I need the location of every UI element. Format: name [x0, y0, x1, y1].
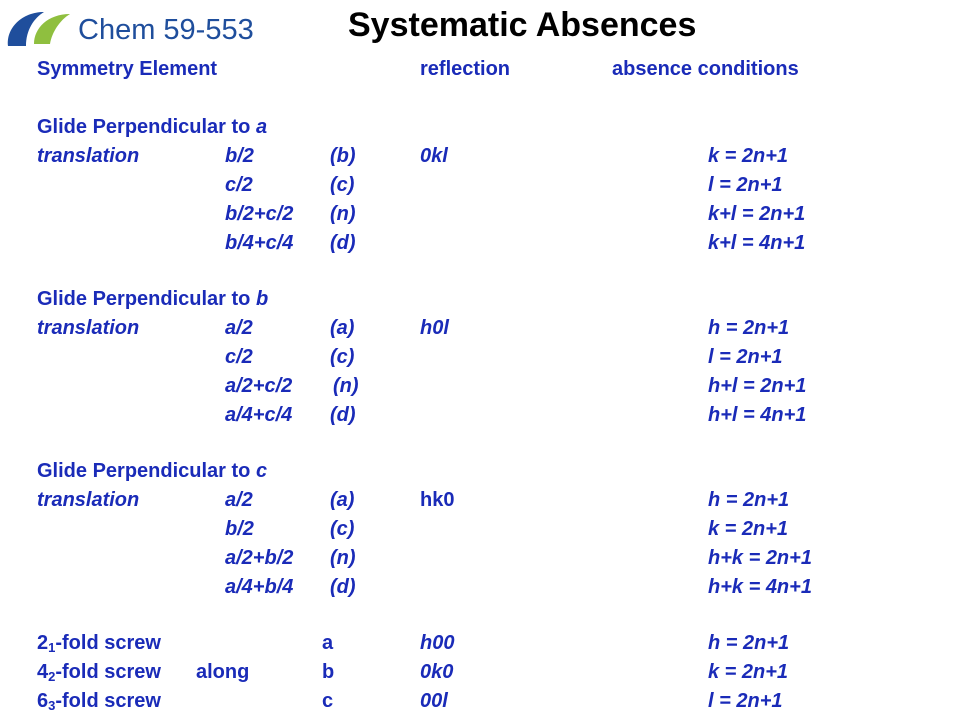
header-row	[0, 56, 960, 82]
screw-label	[37, 688, 161, 714]
screw-axis: b	[322, 661, 335, 683]
glide-type: (d)	[330, 232, 356, 254]
reflection-value: 0k0	[420, 661, 454, 683]
screw-text: -fold screw	[55, 690, 161, 712]
screw-label	[37, 630, 161, 656]
table-row	[0, 516, 960, 542]
absence-condition: k = 2n+1	[708, 145, 789, 167]
section-heading	[37, 286, 268, 312]
screw-axis: c	[322, 690, 334, 712]
heading-axis: b	[255, 288, 269, 310]
glide-type: (a)	[330, 489, 355, 511]
section-heading	[37, 114, 267, 140]
screw-row	[0, 630, 960, 656]
screw-text: -fold screw	[55, 632, 161, 654]
table-row	[0, 143, 960, 169]
translation-value: b/2+c/2	[225, 203, 294, 225]
reflection-value: hk0	[420, 489, 455, 511]
absence-condition: k = 2n+1	[708, 661, 789, 683]
translation-value: a/4+b/4	[225, 576, 294, 598]
translation-value: a/2	[225, 489, 253, 511]
screw-row	[0, 688, 960, 714]
col-header-symmetry-element: Symmetry Element	[37, 58, 218, 80]
translation-value: b/2	[225, 518, 254, 540]
translation-value: c/2	[225, 174, 253, 196]
table-row	[0, 402, 960, 428]
table-row	[0, 373, 960, 399]
screw-subscript: 1	[48, 640, 56, 655]
glide-type: (c)	[330, 518, 355, 540]
translation-value: a/2+c/2	[225, 375, 293, 397]
section-heading-a	[0, 114, 960, 140]
section-heading-c	[0, 458, 960, 484]
heading-axis: a	[255, 116, 268, 138]
table-row	[0, 487, 960, 513]
table-row	[0, 344, 960, 370]
table-row	[0, 172, 960, 198]
reflection-value: h0l	[420, 317, 449, 339]
glide-type: (d)	[330, 576, 356, 598]
absence-condition: l = 2n+1	[708, 174, 783, 196]
heading-prefix: Glide Perpendicular to	[37, 116, 256, 138]
table-row	[0, 545, 960, 571]
translation-value: a/2	[225, 317, 253, 339]
absence-condition: k+l = 4n+1	[708, 232, 806, 254]
screw-text: -fold screw	[55, 661, 161, 683]
translation-value: a/4+c/4	[225, 404, 293, 426]
translation-label: translation	[37, 317, 140, 339]
absence-condition: h+k = 4n+1	[708, 576, 812, 598]
absence-condition: k = 2n+1	[708, 518, 789, 540]
screw-order: 4	[37, 661, 49, 683]
reflection-value: 00l	[420, 690, 448, 712]
screw-order: 2	[37, 632, 49, 654]
absence-condition: h = 2n+1	[708, 317, 790, 339]
table-row	[0, 201, 960, 227]
course-label: Chem 59-553	[78, 14, 254, 46]
glide-type: (n)	[330, 547, 356, 569]
heading-prefix: Glide Perpendicular to	[37, 288, 256, 310]
absence-condition: h+l = 2n+1	[708, 375, 807, 397]
glide-type: (d)	[330, 404, 356, 426]
screw-label	[37, 659, 161, 685]
absence-condition: h+k = 2n+1	[708, 547, 812, 569]
screw-axis: a	[322, 632, 334, 654]
glide-type: (a)	[330, 317, 355, 339]
reflection-value: h00	[420, 632, 455, 654]
translation-value: c/2	[225, 346, 253, 368]
heading-prefix: Glide Perpendicular to	[37, 460, 256, 482]
table-row	[0, 315, 960, 341]
translation-label: translation	[37, 489, 140, 511]
page-title: Systematic Absences	[348, 6, 697, 44]
translation-value: b/4+c/4	[225, 232, 294, 254]
col-header-reflection: reflection	[420, 58, 511, 80]
absence-condition: h = 2n+1	[708, 632, 790, 654]
translation-label: translation	[37, 145, 140, 167]
table-row	[0, 230, 960, 256]
absence-condition: l = 2n+1	[708, 690, 783, 712]
table-row	[0, 574, 960, 600]
glide-type: (b)	[330, 145, 356, 167]
section-heading	[37, 458, 267, 484]
col-header-absence-conditions: absence conditions	[612, 58, 799, 80]
glide-type: (n)	[333, 375, 359, 397]
screw-subscript: 3	[48, 698, 56, 713]
heading-axis: c	[255, 460, 268, 482]
glide-type: (n)	[330, 203, 356, 225]
screw-along: along	[196, 661, 250, 683]
screw-row	[0, 659, 960, 685]
screw-order: 6	[37, 690, 49, 712]
section-heading-b	[0, 286, 960, 312]
screw-subscript: 2	[48, 669, 56, 684]
absence-condition: k+l = 2n+1	[708, 203, 806, 225]
absence-condition: l = 2n+1	[708, 346, 783, 368]
translation-value: b/2	[225, 145, 254, 167]
absence-condition: h = 2n+1	[708, 489, 790, 511]
absence-condition: h+l = 4n+1	[708, 404, 807, 426]
glide-type: (c)	[330, 346, 355, 368]
reflection-value: 0kl	[420, 145, 448, 167]
glide-type: (c)	[330, 174, 355, 196]
translation-value: a/2+b/2	[225, 547, 294, 569]
